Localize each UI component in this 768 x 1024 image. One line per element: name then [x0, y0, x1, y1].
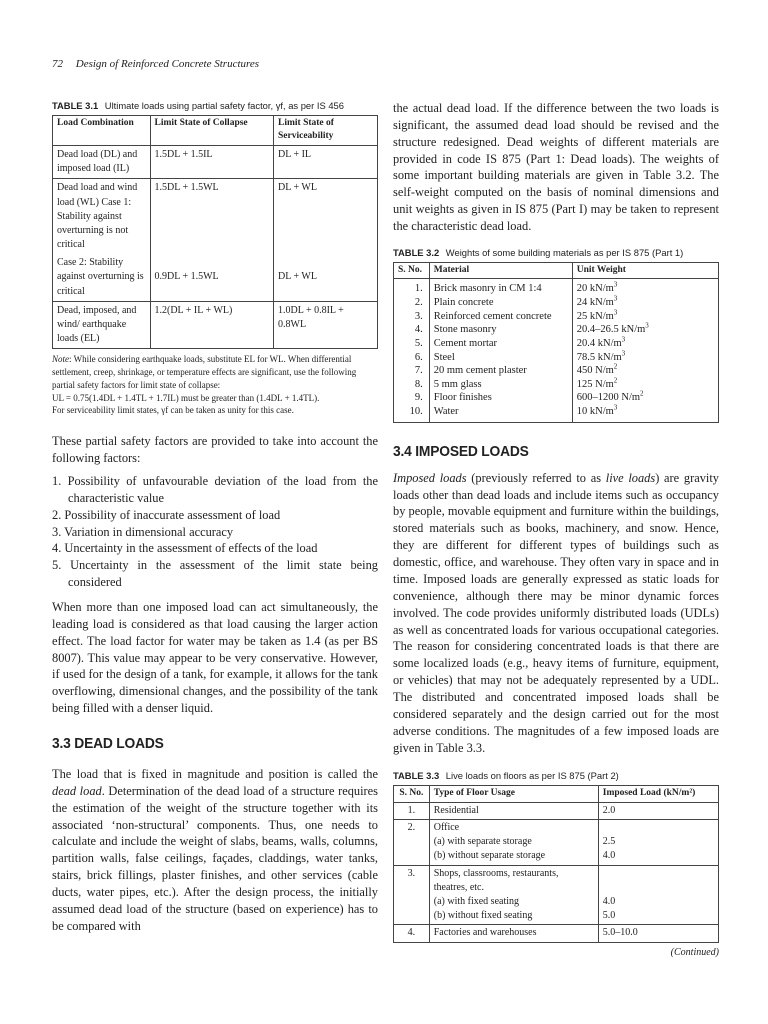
note-line: For serviceability limit states, γf can be taken as unity for this case.	[52, 405, 294, 416]
load-line	[603, 867, 714, 881]
term-imposed-loads: Imposed loads	[393, 470, 467, 485]
unit-weight-value: 24 kN/m	[576, 297, 614, 308]
table-cell: Plain concrete	[429, 296, 572, 310]
table-cell: DL + IL	[274, 145, 378, 178]
unit-exponent: 3	[645, 321, 649, 330]
load-line	[603, 821, 714, 835]
table-row	[394, 337, 719, 351]
table-cell: 1.	[394, 279, 430, 296]
unit-exponent: 3	[613, 294, 618, 303]
table-row	[394, 296, 719, 310]
table-caption-text: Live loads on floors as per IS 875 (Part 2)	[445, 770, 619, 782]
paragraph-intro: These partial safety factors are provided to take into account the following factors:	[52, 434, 378, 466]
table-3-3	[393, 785, 719, 942]
usage-line: Residential	[433, 804, 479, 816]
table-row	[394, 323, 719, 337]
note-line: UL = 0.75(1.4DL + 1.4TL + 1.7IL) must be greater than (1.4DL + 1.4TL).	[52, 392, 320, 403]
table-label: TABLE 3.3	[393, 770, 440, 782]
table-cell	[429, 925, 598, 942]
usage-line: (a) with fixed seating	[433, 895, 519, 907]
table-cell: 4.	[394, 323, 430, 337]
table-cell: 4.	[394, 925, 430, 942]
unit-weight-value: 20.4–26.5 kN/m	[576, 324, 646, 336]
column-header: Limit State of Serviceability	[274, 116, 378, 146]
continued-label	[393, 947, 719, 958]
column-header: Limit State of Collapse	[150, 116, 274, 146]
unit-exponent: 3	[613, 403, 618, 412]
table-header-row	[394, 786, 719, 802]
right-column	[393, 100, 719, 958]
table-cell: DL + WL	[274, 179, 378, 254]
list-item: 2. Possibility of inaccurate assessment of load	[52, 507, 281, 522]
unit-exponent: 3	[621, 349, 626, 358]
table-cell: 3.	[394, 865, 430, 925]
table-cell: 2.	[394, 820, 430, 866]
paragraph-load-factor: When more than one imposed load can act simultaneously, the leading load is considered as that load causing the larger action effect. The load factor for water may be taken as 1.4 (as per BS 8007). This value may appear to be very conservative. However, if used for the design of a tank, for example, it allows for the tank overflowing, dimensional changes, and the possibility of the tank being filled with a denser liquid.	[52, 599, 378, 716]
load-line: 2.0	[602, 804, 616, 816]
table-cell	[429, 865, 598, 925]
list-item: 3. Variation in dimensional accuracy	[52, 524, 234, 539]
page-number: 72	[52, 58, 63, 70]
usage-line: Shops, classrooms, restaurants,	[433, 867, 559, 879]
list-item: 5. Uncertainty in the assessment of the limit state being considered	[52, 558, 378, 590]
unit-weight-value: 450 N/m	[576, 365, 614, 377]
table-cell: 1.5DL + 1.5WL	[150, 179, 274, 254]
unit-exponent: 3	[613, 280, 618, 289]
table-cell: 2.	[394, 296, 430, 310]
table-cell: Dead load (DL) and imposed load (IL)	[53, 145, 151, 178]
text-run: . Determination of the dead load of a structure requires the estimation of the weight of the structure together with its associated ‘non-structural’ components. Thus, one needs to calculate and include the weight of slabs, beams, walls, columns, partition walls, false ceilings, façades, claddings, water tanks, stairs, brick fillings, plaster finishes, and other services (cable ducts, water pipes, etc.). After the design process, the initially assumed dead load of the structure (based on experience) has to be compared with	[52, 783, 378, 933]
table-cell: 6.	[394, 351, 430, 365]
table-cell	[572, 378, 718, 392]
paragraph-dead-loads	[52, 766, 378, 935]
table-cell: 1.2(DL + IL + WL)	[150, 301, 274, 349]
table-cell: Floor finishes	[429, 391, 572, 405]
load-line: 4.0	[602, 895, 616, 907]
table-cell: 10.	[394, 405, 430, 422]
table-3-1	[52, 115, 378, 349]
paragraph-dead-load-revision: the actual dead load. If the difference between the two loads is significant, the assumed dead load should be revised and the structure redesigned. Dead weights of different materials are provided in code IS 875 (Part 1: Dead loads). The weights of some important building materials are given in Table 3.2. The self-weight computed on the basis of nominal dimensions and unit weights as given in IS 875 (Part I) may be taken to represent the characteristic dead load.	[393, 101, 719, 234]
table-row	[394, 802, 719, 819]
term-dead-load: dead load	[52, 783, 102, 798]
table-label: TABLE 3.2	[393, 246, 440, 258]
usage-line: Office	[433, 822, 460, 834]
table-row	[394, 405, 719, 422]
note-label: Note	[52, 354, 69, 365]
usage-line: Factories and warehouses	[433, 927, 537, 939]
table-cell	[572, 364, 718, 378]
table-label: TABLE 3.1	[52, 100, 99, 111]
unit-weight-value: 20.4 kN/m	[576, 337, 622, 349]
table-cell: 7.	[394, 364, 430, 378]
unit-exponent: 2	[613, 362, 618, 371]
table-row	[53, 145, 378, 178]
table-cell: Brick masonry in CM 1:4	[429, 279, 572, 296]
table-row	[394, 865, 719, 925]
table-row	[53, 179, 378, 254]
table-cell	[429, 802, 598, 819]
table-row	[53, 301, 378, 349]
load-line: 2.5	[602, 836, 616, 848]
table-cell: Cement mortar	[429, 337, 572, 351]
factors-list	[52, 473, 378, 591]
column-header: S. No.	[394, 262, 430, 278]
unit-weight-value: 20 kN/m	[576, 283, 614, 295]
table-3-1-note	[52, 353, 378, 417]
usage-line: theatres, etc.	[433, 881, 484, 893]
table-cell: 9.	[394, 391, 430, 405]
table-cell: 1.5DL + 1.5IL	[150, 145, 274, 178]
table-cell	[572, 351, 718, 365]
continued-text: (Continued)	[670, 946, 719, 958]
table-row	[53, 254, 378, 301]
table-cell	[572, 337, 718, 351]
table-cell: Reinforced cement concrete	[429, 310, 572, 324]
table-row	[394, 364, 719, 378]
table-cell: 8.	[394, 378, 430, 392]
table-cell: Dead, imposed, and wind/ earthquake loads (EL)	[53, 301, 151, 349]
text-run: ) are gravity loads other than dead loads and include items such as occupancy by people, movable equipment and furniture within the buildings, stored materials such as books, machinery, and snow. Hence, they are different for different types of buildings such as domestic, office, and warehouse. They often vary in space and in time. Imposed loads are generally expressed as static loads for convenience, although there may be minor dynamic forces involved. The code provides uniformly distributed loads (UDLs) as well as concentrated loads for various occupational categories. The reason for considering concentrated loads is that there are some localized loads (e.g., heavy items of furniture, equipment, or vehicles) that may not be adequately represented by a UDL. The distributed and concentrated imposed loads shall be considered separately and the design carried out for the most adverse conditions. The magnitudes of a few imposed loads are given in Table 3.3.	[393, 470, 719, 755]
column-header: Material	[429, 262, 572, 278]
table-3-3-caption	[393, 770, 719, 781]
table-cell: Dead load and wind load (WL) Case 1: Stability against overturning is not critical	[53, 179, 151, 254]
table-cell	[598, 802, 718, 819]
unit-weight-value: 600–1200 N/m	[576, 392, 641, 404]
table-cell: 5 mm glass	[429, 378, 572, 392]
table-cell: 1.	[394, 802, 430, 819]
column-header: Load Combination	[53, 116, 151, 146]
paragraph-imposed-loads	[393, 470, 719, 757]
table-cell: 5.	[394, 337, 430, 351]
table-cell	[572, 405, 718, 422]
unit-exponent: 3	[621, 335, 626, 344]
table-cell: Steel	[429, 351, 572, 365]
table-row	[394, 378, 719, 392]
column-header: Unit Weight	[572, 262, 718, 278]
table-row	[394, 279, 719, 296]
table-cell	[598, 865, 718, 925]
unit-weight-value: 10 kN/m	[576, 406, 614, 418]
column-header: Type of Floor Usage	[429, 786, 598, 802]
table-row	[394, 820, 719, 866]
note-line: : While considering earthquake loads, substitute EL for WL. When differential settlement, creep, shrinkage, or temperature effects are significant, use the following partial safety factors for limit state of collapse:	[52, 354, 357, 390]
table-cell	[598, 820, 718, 866]
unit-exponent: 2	[640, 389, 644, 398]
usage-line: (b) without fixed seating	[433, 910, 533, 922]
table-header-row	[394, 262, 719, 278]
table-cell: Stone masonry	[429, 323, 572, 337]
table-row	[394, 351, 719, 365]
table-cell	[429, 820, 598, 866]
table-caption-text: Weights of some building materials as per IS 875 (Part 1)	[445, 246, 684, 258]
load-line: 5.0–10.0	[602, 927, 638, 939]
table-3-2	[393, 262, 719, 423]
table-cell: 0.9DL + 1.5WL	[150, 254, 274, 301]
table-3-1-caption	[52, 100, 378, 111]
table-cell: 20 mm cement plaster	[429, 364, 572, 378]
table-cell	[572, 279, 718, 296]
load-line: 5.0	[602, 910, 616, 922]
usage-line: (b) without separate storage	[433, 850, 546, 862]
table-cell: 1.0DL + 0.8IL + 0.8WL	[274, 301, 378, 349]
section-heading-imposed-loads: 3.4 IMPOSED LOADS	[393, 442, 529, 460]
unit-exponent: 2	[613, 376, 618, 385]
load-line: 4.0	[602, 850, 616, 862]
column-header: Imposed Load (kN/m²)	[598, 786, 718, 802]
table-caption-text: Ultimate loads using partial safety factor, γf, as per IS 456	[104, 100, 344, 111]
table-3-2-caption	[393, 247, 719, 258]
text-run: (previously referred to as	[466, 470, 606, 485]
table-cell: Case 2: Stability against overturning is critical	[53, 254, 151, 301]
table-cell: Water	[429, 405, 572, 422]
unit-weight-value: 125 N/m	[576, 378, 614, 390]
load-line	[603, 881, 714, 895]
term-live-loads: live loads	[605, 470, 656, 485]
section-heading-dead-loads: 3.3 DEAD LOADS	[52, 734, 164, 752]
table-header-row	[53, 116, 378, 146]
table-cell	[572, 391, 718, 405]
table-cell	[572, 296, 718, 310]
table-cell: DL + WL	[274, 254, 378, 301]
unit-weight-value: 78.5 kN/m	[576, 351, 622, 363]
table-cell	[572, 323, 718, 337]
text-run: The load that is fixed in magnitude and position is called the	[52, 766, 378, 781]
usage-line: (a) with separate storage	[433, 836, 532, 848]
left-column	[52, 100, 378, 935]
table-cell: 3.	[394, 310, 430, 324]
running-header	[52, 58, 259, 70]
running-title: Design of Reinforced Concrete Structures	[75, 58, 260, 70]
list-item: 4. Uncertainty in the assessment of effects of the load	[52, 541, 318, 556]
column-header: S. No.	[394, 786, 430, 802]
table-row	[394, 925, 719, 942]
table-row	[394, 391, 719, 405]
unit-exponent: 3	[613, 308, 618, 317]
table-row	[394, 310, 719, 324]
unit-weight-value: 25 kN/m	[576, 310, 614, 322]
table-cell	[598, 925, 718, 942]
list-item: 1. Possibility of unfavourable deviation of the load from the characteristic value	[52, 473, 378, 505]
